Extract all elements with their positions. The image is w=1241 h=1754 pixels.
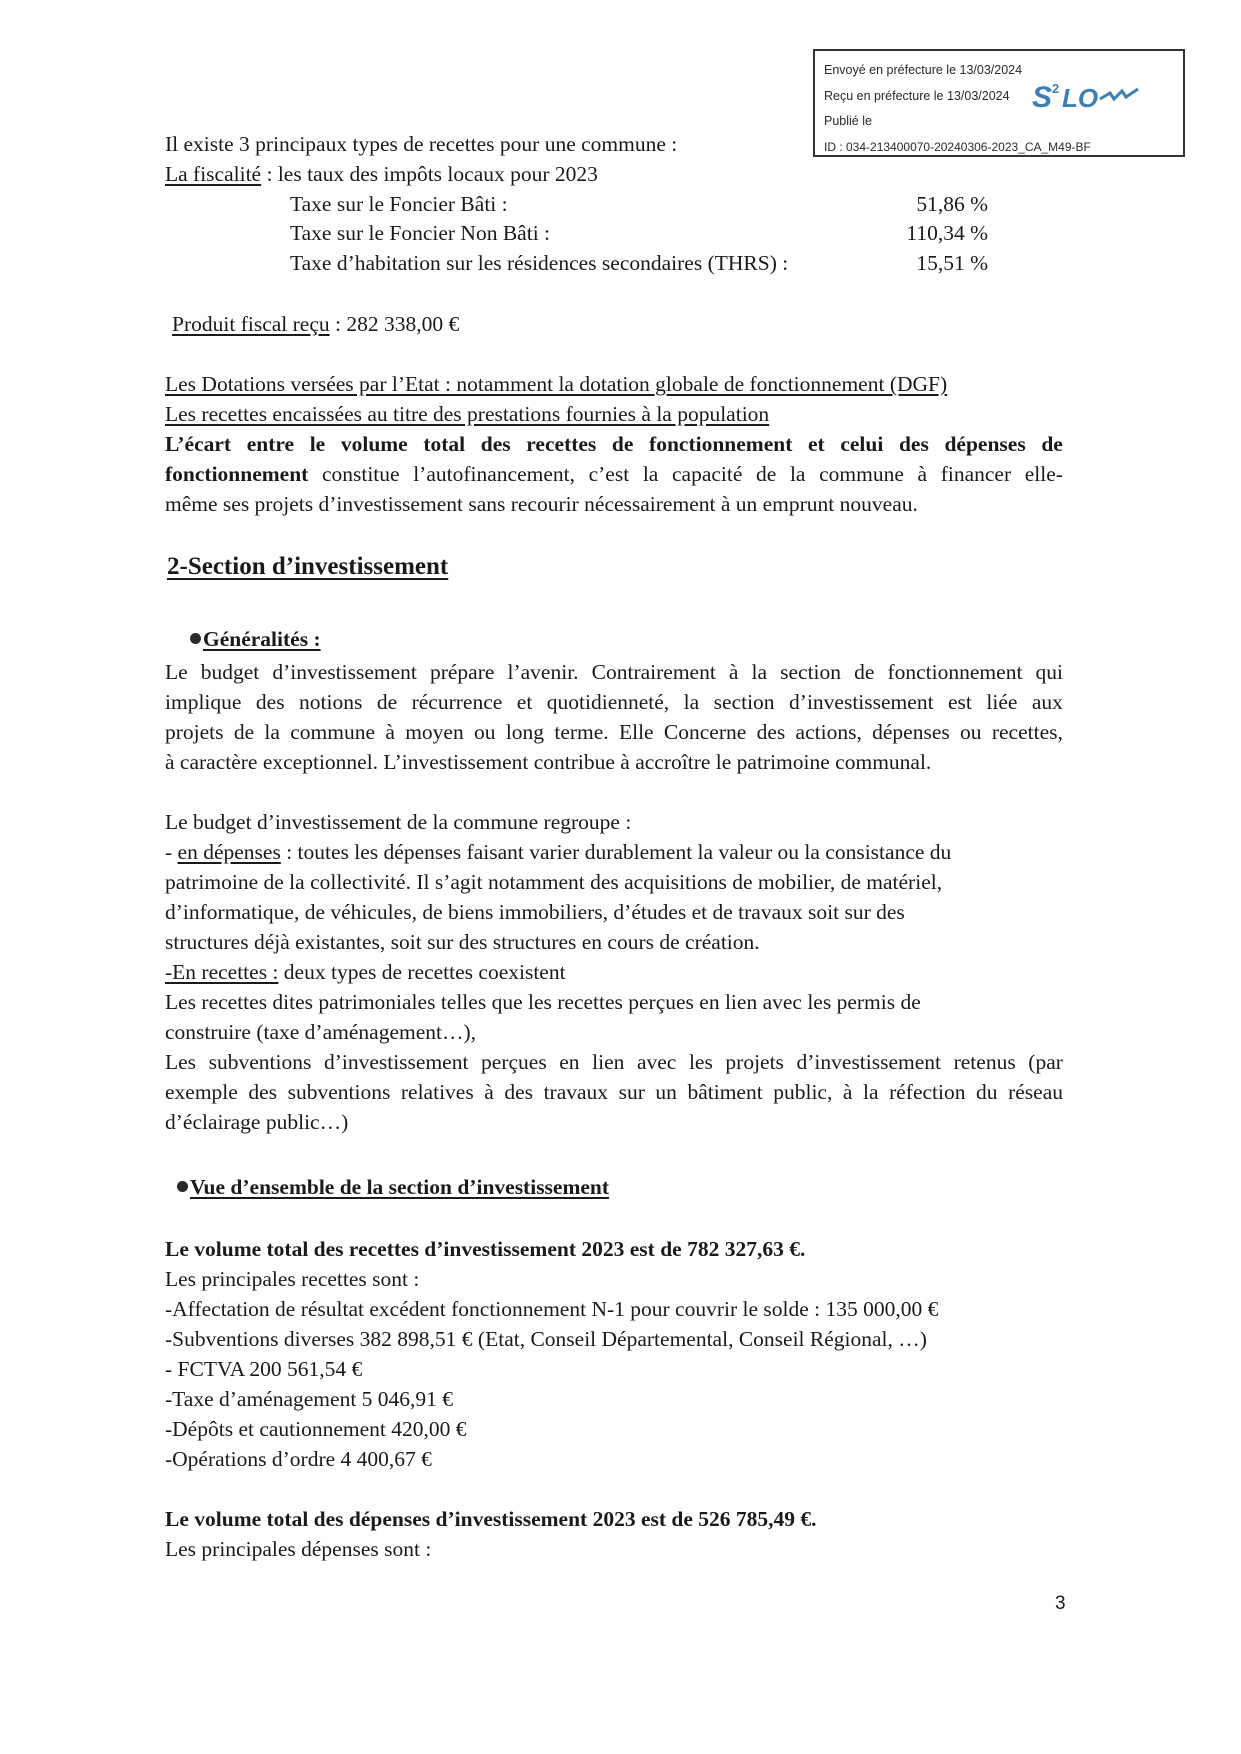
word: retenus (953, 1050, 1016, 1074)
fiscalite-rest: : les taux des impôts locaux pour 2023 (261, 162, 598, 186)
depenses-line-4: structures déjà existantes, soit sur des structures en cours de création. (165, 930, 760, 954)
word: public, (773, 1080, 833, 1104)
word: la (642, 462, 659, 486)
word: d’investissement (789, 690, 934, 714)
word: à (917, 462, 928, 486)
generalites-heading (190, 626, 321, 652)
word: de (376, 690, 398, 714)
ecart-line-3: même ses projets d’investissement sans recourir nécessairement à un emprunt nouveau. (165, 492, 918, 516)
word: section (713, 690, 775, 714)
recettes-total: Le volume total des recettes d’investissement 2023 est de 782 327,63 €. (165, 1237, 806, 1261)
word: la (751, 660, 768, 684)
recette-item: -Affectation de résultat excédent fonctionnement N-1 pour couvrir le solde : 135 000,00 € (165, 1297, 939, 1321)
word: long (505, 720, 545, 744)
word: des (756, 720, 786, 744)
word: terme. (554, 720, 609, 744)
word: à (385, 720, 395, 744)
svg-text:LO: LO (1062, 83, 1099, 113)
word: à (728, 660, 739, 684)
tax-row-value: 51,86 % (916, 192, 988, 216)
recette-item: -Subventions diverses 382 898,51 € (Etat, Conseil Départemental, Conseil Régional, …) (165, 1327, 927, 1351)
word: d’investissement (796, 1050, 942, 1074)
recette-item: -Taxe d’aménagement 5 046,91 € (165, 1387, 454, 1411)
word: recettes, (991, 720, 1063, 744)
depenses-total: Le volume total des dépenses d’investissement 2023 est de 526 785,49 €. (165, 1507, 817, 1531)
sub-line-2 (165, 1079, 1063, 1105)
word: de (756, 462, 777, 486)
word: projets (165, 720, 224, 744)
dep-rest: : toutes les dépenses faisant varier durablement la valeur ou la consistance du (280, 840, 952, 864)
depenses-line-2: patrimoine de la collectivité. Il s’agit notamment des acquisitions de mobilier, de matériel, (165, 870, 943, 894)
stamp-envoye: Envoyé en préfecture le 13/03/2024 (824, 63, 1023, 77)
word: projets (725, 1050, 784, 1074)
word: récurrence (411, 690, 503, 714)
word: bâtiment (687, 1080, 763, 1104)
word: le (309, 432, 326, 456)
svg-text:2: 2 (1052, 81, 1060, 96)
word: du (976, 1080, 998, 1104)
word: implique (165, 690, 242, 714)
recettes-line-1 (165, 959, 566, 985)
word: commune (819, 462, 904, 486)
word: à (842, 1080, 853, 1104)
word: fonctionnement (649, 432, 793, 456)
stamp-recu: Reçu en préfecture le 13/03/2024 (824, 89, 1010, 103)
produit-label: Produit fiscal reçu (172, 312, 330, 336)
word: réseau (1008, 1080, 1063, 1104)
word: moyen (405, 720, 464, 744)
word: Concerne (663, 720, 747, 744)
word: la (863, 1080, 879, 1104)
word: travaux (543, 1080, 609, 1104)
word: de (1041, 432, 1063, 456)
fiscalite-line (165, 161, 598, 187)
word: perçues (481, 1050, 547, 1074)
tax-row-label: Taxe sur le Foncier Bâti : (290, 192, 508, 216)
ecart-line-1 (165, 431, 1063, 457)
ecart-line-2 (165, 461, 1063, 487)
word: des (504, 1080, 534, 1104)
word: réfection (889, 1080, 966, 1104)
word: ou (960, 720, 982, 744)
word: recettes (526, 432, 597, 456)
vue-heading (177, 1174, 609, 1200)
word: relatives (400, 1080, 474, 1104)
word: exemple (165, 1080, 238, 1104)
bullet-icon (177, 1181, 188, 1192)
depenses-line-3: d’informatique, de véhicules, de biens immobiliers, d’études et de travaux soit sur des (165, 900, 905, 924)
word: liée (986, 690, 1018, 714)
word: dépenses (872, 720, 950, 744)
word: fonctionnement (887, 660, 1023, 684)
word: est (948, 690, 972, 714)
tax-row-value: 110,34 % (906, 221, 988, 245)
gen-line-4: à caractère exceptionnel. L’investissement contribue à accroître le patrimoine communal. (165, 750, 932, 774)
word: la (683, 690, 700, 714)
word: dépenses (944, 432, 1026, 456)
word: Le (165, 660, 188, 684)
s2low-logo-icon (1030, 79, 1160, 115)
word: volume (340, 432, 408, 456)
word: capacité (671, 462, 743, 486)
word: prépare (429, 660, 495, 684)
word: sur (618, 1080, 645, 1104)
word: l’avenir. (507, 660, 579, 684)
word: d’investissement (272, 660, 417, 684)
page-number: 3 (1055, 1593, 1066, 1614)
word: notions (299, 690, 363, 714)
depenses-intro: Les principales dépenses sont : (165, 1537, 432, 1561)
tax-row-value: 15,51 % (916, 251, 988, 275)
word: à (484, 1080, 494, 1104)
dep-label: en dépenses (177, 840, 281, 864)
word: les (688, 1050, 713, 1074)
stamp-id: ID : 034-213400070-20240306-2023_CA_M49-BF (824, 140, 1091, 154)
gen-line-1 (165, 659, 1063, 685)
word: Contrairement (591, 660, 716, 684)
word: un (655, 1080, 677, 1104)
generalites-title: Généralités : (203, 627, 321, 651)
word: des (255, 690, 285, 714)
word: L’écart (165, 432, 232, 456)
word: actions, (795, 720, 862, 744)
word: l’autofinancement, (413, 462, 575, 486)
word: des (480, 432, 511, 456)
recette-item: -Opérations d’ordre 4 400,67 € (165, 1447, 432, 1471)
word: d’investissement (323, 1050, 469, 1074)
sub-line-1 (165, 1049, 1063, 1075)
stamp-publie: Publié le (824, 114, 872, 128)
sub-line-3: d’éclairage public…) (165, 1110, 349, 1134)
word: des (898, 432, 929, 456)
word: la (789, 462, 806, 486)
word: de (233, 720, 255, 744)
word: (par (1028, 1050, 1063, 1074)
word: Elle (618, 720, 654, 744)
word: aux (1031, 690, 1063, 714)
rec-rest: deux types de recettes coexistent (278, 960, 566, 984)
tax-row-label: Taxe sur le Foncier Non Bâti : (290, 221, 551, 245)
word: constitue (321, 462, 400, 486)
tax-row-label: Taxe d’habitation sur les résidences secondaires (THRS) : (290, 251, 789, 275)
rec-label: -En recettes : (165, 960, 279, 984)
vue-title: Vue d’ensemble de la section d’investissement (190, 1175, 610, 1199)
word: avec (636, 1050, 677, 1074)
word: lien (592, 1050, 625, 1074)
produit-rest: : 282 338,00 € (329, 312, 460, 336)
word: commune (290, 720, 376, 744)
word: des (248, 1080, 278, 1104)
word: fonctionnement (165, 462, 309, 486)
word: section (780, 660, 842, 684)
word: subventions (287, 1080, 391, 1104)
section-title: 2-Section d’investissement (167, 553, 449, 580)
dep-prefix: - (165, 840, 178, 864)
word: c’est (588, 462, 630, 486)
word: et (808, 432, 825, 456)
word: quotidienneté, (546, 690, 670, 714)
recettes-line-3: construire (taxe d’aménagement…), (165, 1020, 477, 1044)
bullet-icon (190, 633, 201, 644)
word: budget (200, 660, 260, 684)
word: ou (474, 720, 496, 744)
word: financer (940, 462, 1012, 486)
word: Les (165, 1050, 197, 1074)
produit-fiscal-line (172, 311, 459, 337)
word: en (559, 1050, 580, 1074)
word: celui (840, 432, 884, 456)
regroupe-text: Le budget d’investissement de la commune regroupe : (165, 810, 632, 834)
dotations-text: Les Dotations versées par l’Etat : notamment la dotation globale de fonctionnement (DGF) (165, 372, 948, 396)
word: entre (246, 432, 295, 456)
word: la (264, 720, 280, 744)
recettes-line-2: Les recettes dites patrimoniales telles que les recettes perçues en lien avec les permis de (165, 990, 921, 1014)
recettes-intro: Les principales recettes sont : (165, 1267, 420, 1291)
intro-text: Il existe 3 principaux types de recettes pour une commune : (165, 132, 678, 156)
word: de (854, 660, 875, 684)
depenses-line-1 (165, 839, 951, 865)
prefecture-stamp (813, 49, 1185, 157)
word: total (423, 432, 466, 456)
fiscalite-label: La fiscalité (165, 162, 262, 186)
word: subventions (208, 1050, 312, 1074)
svg-text:S: S (1032, 81, 1053, 114)
recette-item: - FCTVA 200 561,54 € (165, 1357, 363, 1381)
recette-item: -Dépôts et cautionnement 420,00 € (165, 1417, 467, 1441)
word: qui (1035, 660, 1063, 684)
word: de (611, 432, 634, 456)
recettes-encaissees-text: Les recettes encaissées au titre des prestations fournies à la population (165, 402, 770, 426)
word: et (516, 690, 533, 714)
gen-line-2 (165, 689, 1063, 715)
gen-line-3 (165, 719, 1063, 745)
word: elle- (1024, 462, 1063, 486)
